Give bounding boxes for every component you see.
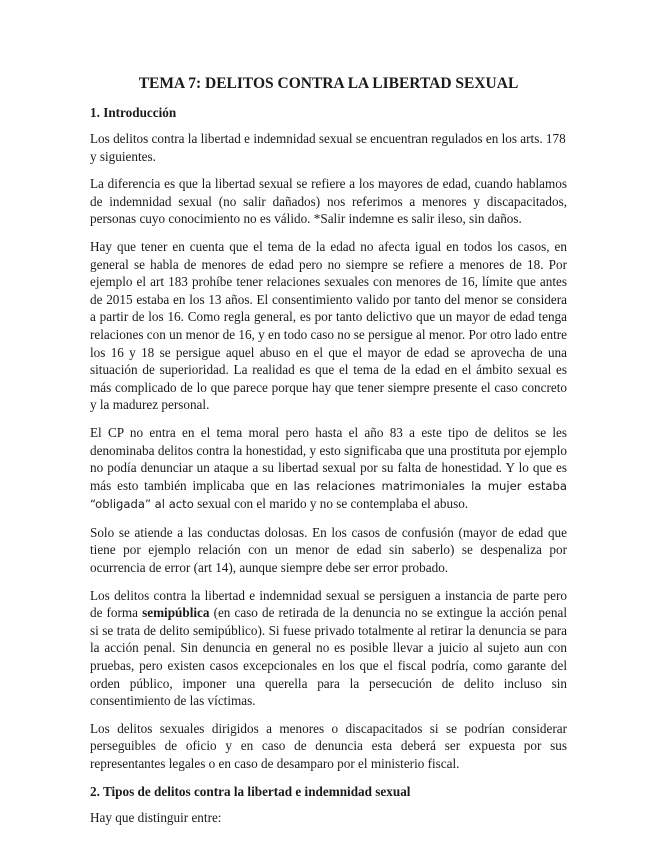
paragraph-5: Solo se atiende a las conductas dolosas. En los casos de confusión (mayor de edad que tiene por ejemplo relación con un menor de edad sin saberlo) se despenaliza por ocurrencia de error (art 14), aunque siempre debe ser error probado.: [90, 524, 567, 576]
paragraph-6-part-b: (en caso de retirada de la denuncia no se extingue la acción penal si se trata de delito semipúblico). Si fuese privado totalmente al retirar la denuncia se para la acción penal. Sin denuncia en general no es posible llevar a juicio al sujeto aun con pruebas, pero existen casos excepcionales en los que el fiscal podría, como garante del orden público, imponer una querella para la persecución de delito incluso sin consentimiento de las víctimas.: [90, 605, 567, 709]
paragraph-3: Hay que tener en cuenta que el tema de la edad no afecta igual en todos los casos, en general se habla de menores de edad pero no siempre se refiere a menores de 18. Por ejemplo el art 183 prohíbe tener relaciones sexuales con menores de 16, límite que antes de 2015 estaba en los 13 años. El consentimiento valido por tanto del menor se considera a partir de los 16. Como regla general, es por tanto delictivo que un mayor de edad tenga relaciones con un menor de 16, y en todo caso no se persigue al menor. Por otro lado entre los 16 y 18 se persigue aquel abuso en el que el mayor de edad se aprovecha de una situación de superioridad. La realidad es que el tema de la edad en el ámbito sexual es más complicado de lo que parece porque hay que tener siempre presente el caso concreto y la madurez personal.: [90, 238, 567, 413]
section-heading-introduccion: 1. Introducción: [90, 105, 177, 120]
document-title: TEMA 7: DELITOS CONTRA LA LIBERTAD SEXUAL: [138, 75, 519, 92]
paragraph-1: Los delitos contra la libertad e indemnidad sexual se encuentran regulados en los arts. 178 y siguientes.: [90, 131, 566, 164]
paragraph-6-bold-term: semipública: [142, 605, 210, 621]
paragraph-6: [90, 587, 567, 710]
paragraph-4: [90, 424, 567, 514]
paragraph-4-highlight: las relaciones matrimoniales la mujer estaba “obligada” al acto: [90, 478, 567, 512]
paragraph-2: La diferencia es que la libertad sexual se refiere a los mayores de edad, cuando hablamos de indemnidad sexual (no salir dañados) nos referimos a menores y discapacitados, personas cuyo conocimiento no es válido. *Salir indemne es salir ileso, sin daños.: [90, 176, 567, 227]
paragraph-4-part-c: sexual con el marido y no se contemplaba el abuso.: [193, 496, 469, 512]
paragraph-8: Hay que distinguir entre:: [90, 809, 222, 825]
section-heading-tipos: 2. Tipos de delitos contra la libertad e indemnidad sexual: [90, 783, 411, 799]
paragraph-6-part-a: Los delitos contra la libertad e indemnidad sexual se persiguen a instancia de parte pero de forma: [90, 587, 567, 621]
paragraph-4-part-a: El CP no entra en el tema moral pero hasta el año 83 a este tipo de delitos se les denominaba delitos contra la honestidad, y esto significaba que una prostituta por ejemplo no podía denunciar un ataque a su libertad sexual por su falta de honestidad. Y lo que es más esto también implicaba que en: [90, 424, 567, 493]
paragraph-7: Los delitos sexuales dirigidos a menores o discapacitados si se podrían considerar perseguibles de oficio y en caso de denuncia esta deberá ser expuesta por sus representantes legales o en caso de desamparo por el ministerio fiscal.: [90, 720, 567, 771]
